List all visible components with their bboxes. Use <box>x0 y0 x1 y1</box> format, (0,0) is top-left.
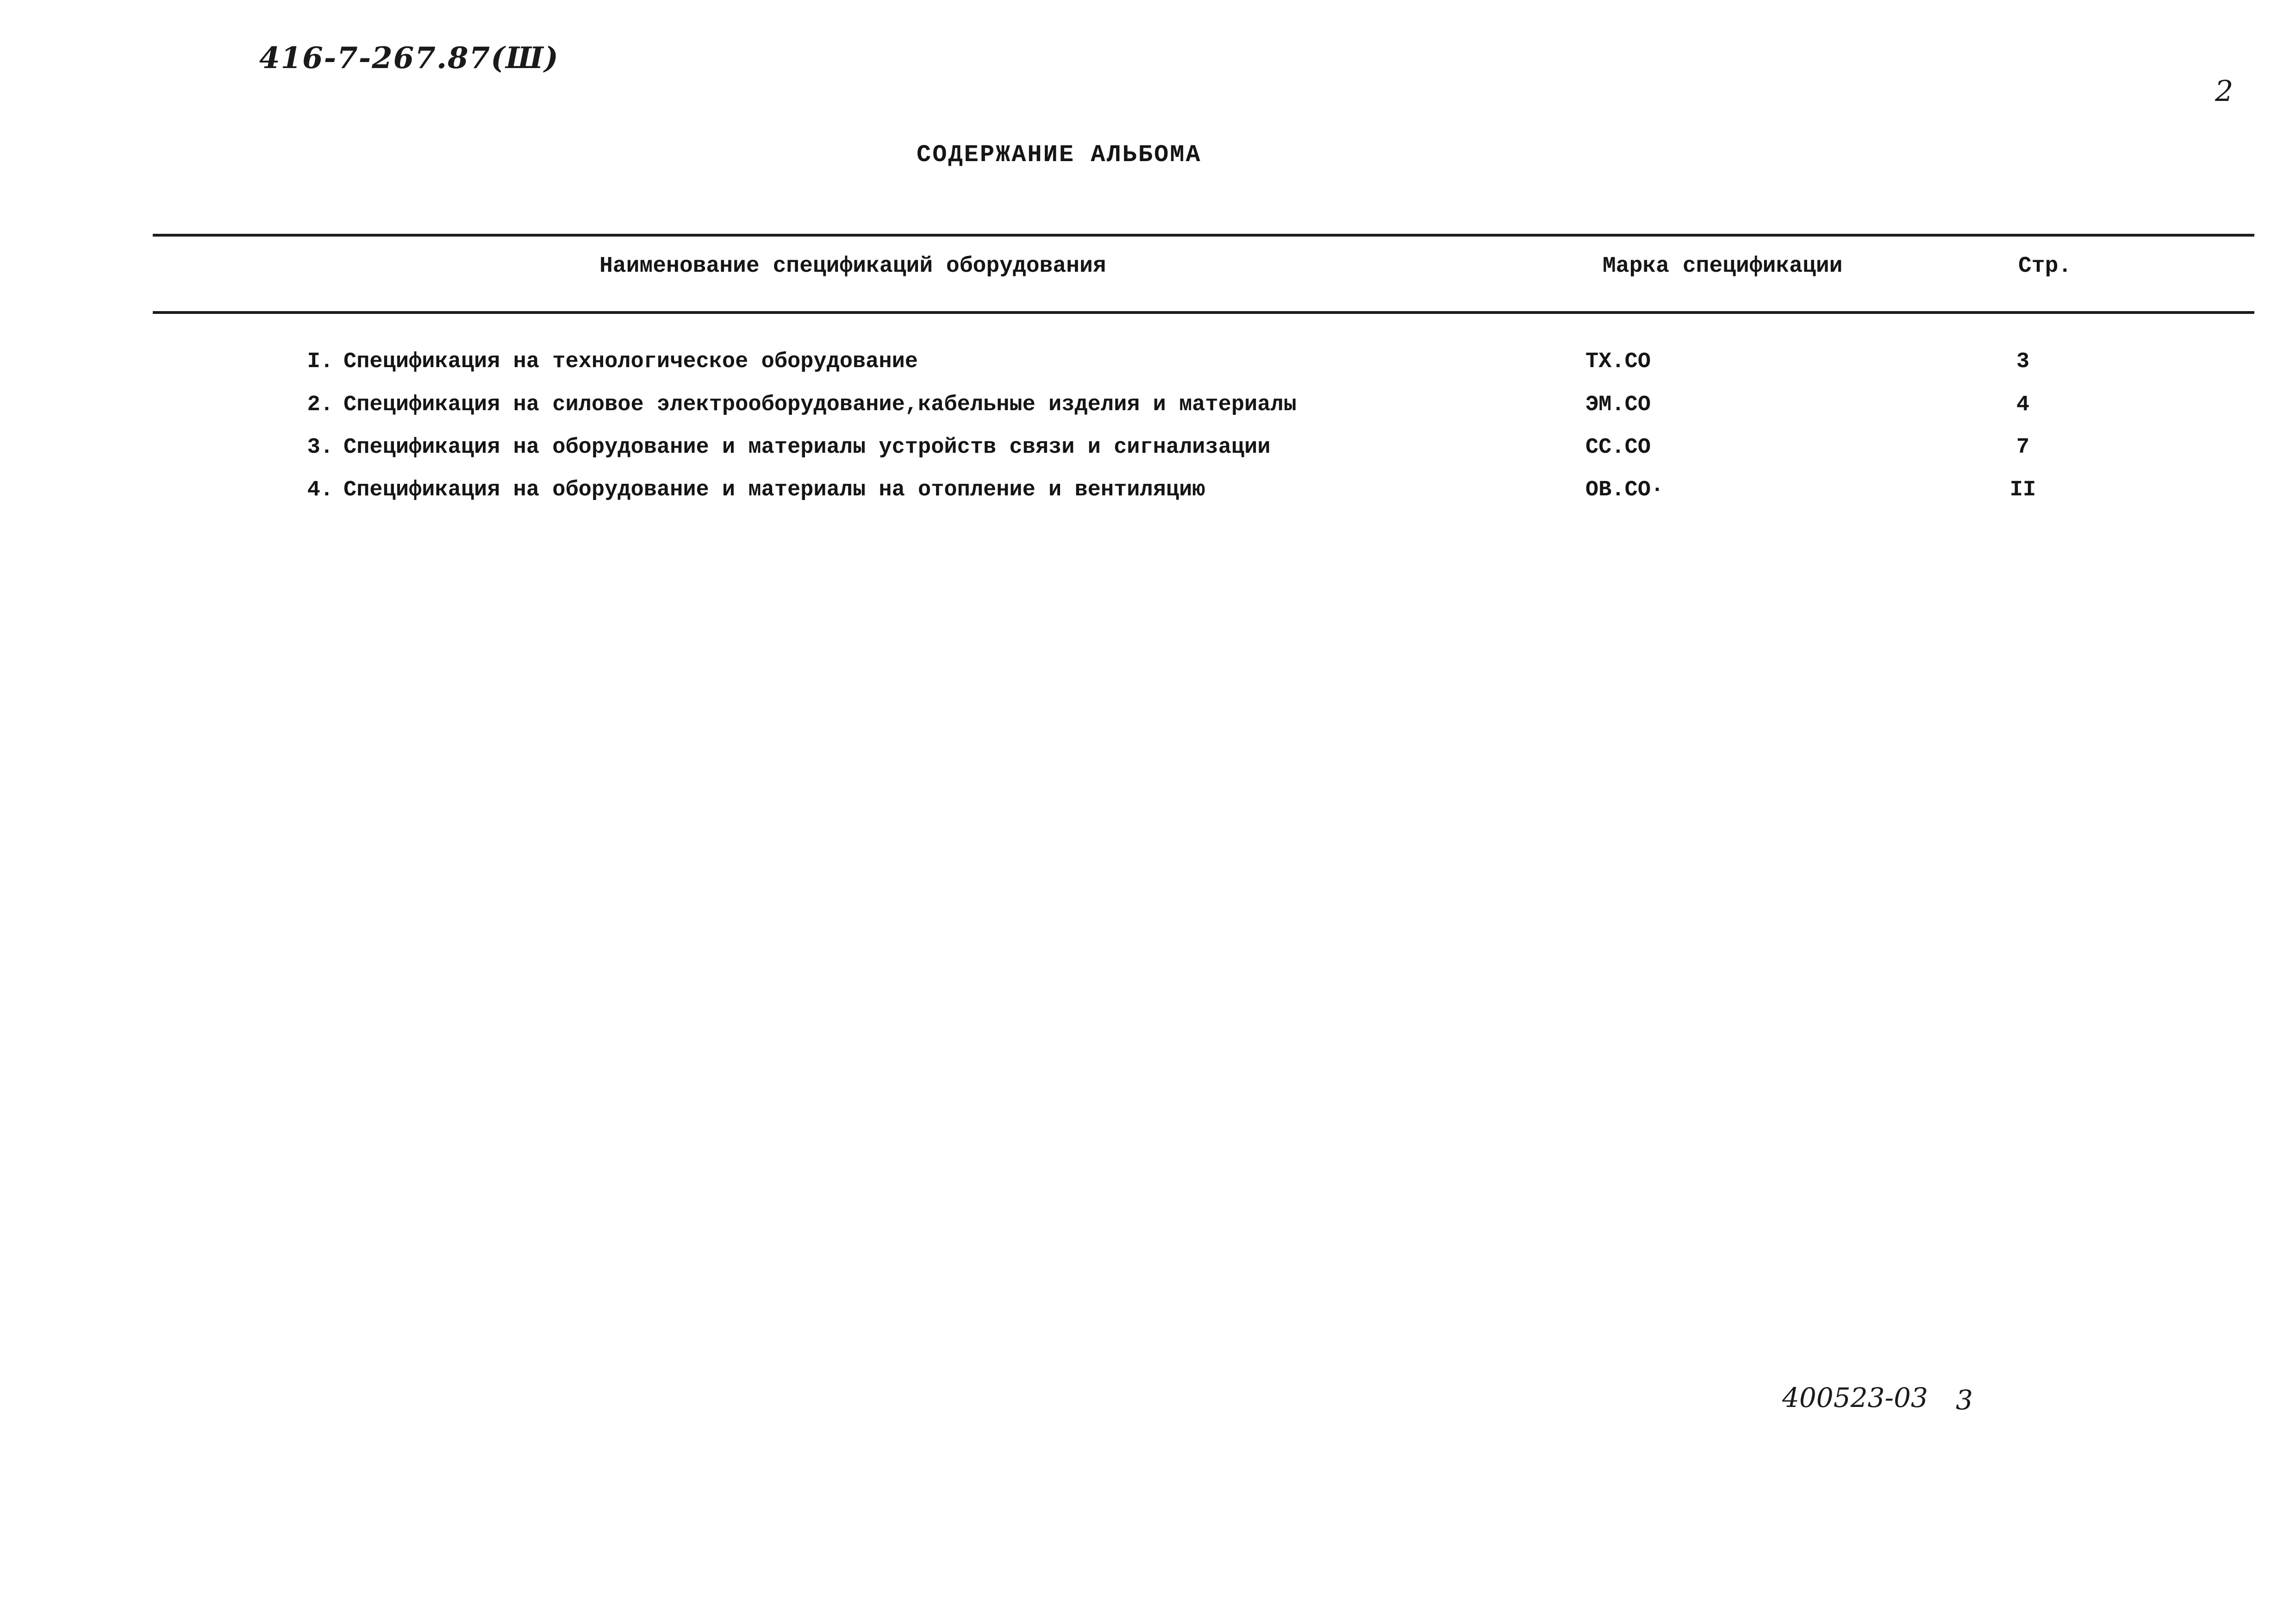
row-specification-name: Спецификация на оборудование и материалы устройств связи и сигнализации <box>343 435 1271 460</box>
table-row <box>0 478 2296 515</box>
row-specification-mark: ЭМ.СО <box>1585 393 1651 417</box>
row-number: 2. <box>307 393 333 417</box>
row-specification-name: Спецификация на оборудование и материалы на отопление и вентиляцию <box>343 478 1205 502</box>
table-top-rule <box>153 234 2254 237</box>
footer-document-code: 400523-03 <box>1782 1382 1928 1413</box>
row-number: 4. <box>307 478 333 502</box>
row-specification-mark: СС.СО <box>1585 435 1651 460</box>
table-row <box>0 393 2296 430</box>
row-specification-mark: ОВ.СО· <box>1585 478 1664 502</box>
row-number: 3. <box>307 435 333 460</box>
row-page: II <box>2009 478 2036 502</box>
row-page: 4 <box>2016 393 2030 417</box>
sheet-number: 2 <box>2215 74 2234 108</box>
document-code: 416-7-267.87(Ш) <box>259 41 559 75</box>
row-specification-mark: ТХ.СО <box>1585 350 1651 374</box>
header-specification-name: Наименование спецификаций оборудования <box>599 254 1106 279</box>
row-number: I. <box>307 350 333 374</box>
row-specification-name: Спецификация на силовое электрооборудование,кабельные изделия и материалы <box>343 393 1297 417</box>
row-page: 3 <box>2016 350 2030 374</box>
header-specification-mark: Марка спецификации <box>1603 254 1843 279</box>
row-specification-name: Спецификация на технологическое оборудование <box>343 350 918 374</box>
row-page: 7 <box>2016 435 2030 460</box>
footer-page-number: 3 <box>1956 1384 1973 1416</box>
album-contents-title: СОДЕРЖАНИЕ АЛЬБОМА <box>917 141 1202 169</box>
table-header-rule <box>153 311 2254 314</box>
header-page: Стр. <box>2018 254 2072 279</box>
table-row <box>0 435 2296 472</box>
table-row <box>0 350 2296 387</box>
